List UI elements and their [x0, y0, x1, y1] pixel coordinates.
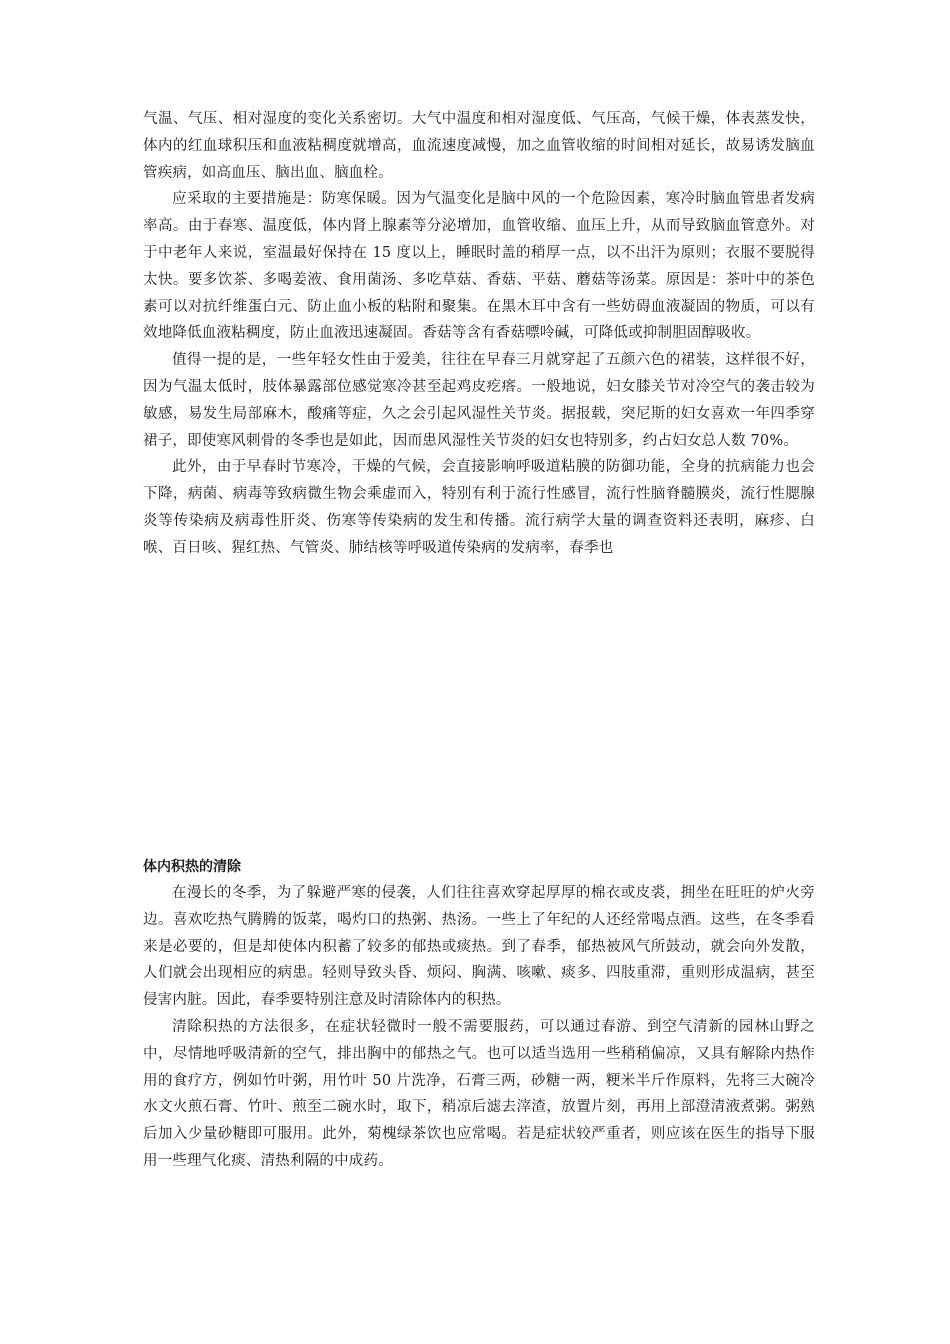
paragraph-women-clothing: 值得一提的是，一些年轻女性由于爱美，往往在早春三月就穿起了五颜六色的裙装，这样很不好，因为气温太低时，肢体暴露部位感觉寒冷甚至起鸡皮疙瘩。一般地说，妇女膝关节对冷空气的袭击较为敏感，易发生局部麻木，酸痛等症，久之会引起风湿性关节炎。据报载，突尼斯的妇女喜欢一年四季穿裙子，即使寒风刺骨的冬季也是如此，因而患风湿性关节炎的妇女也特别多，约占妇女总人数 70%。: [143, 352, 815, 449]
section-circulatory-health: [143, 106, 815, 562]
paragraph-prevention-measures: 应采取的主要措施是：防寒保暖。因为气温变化是脑中风的一个危险因素，寒冷时脑血管患者发病率高。由于春寒、温度低，体内肾上腺素等分泌增加，血管收缩、血压上升，从而导致脑血管意外。对于中老年人来说，室温最好保持在 15 度以上，睡眠时盖的稍厚一点，以不出汗为原则；衣服不要脱得太快。要多饮茶、多喝姜液、食用菌汤、多吃草菇、香菇、平菇、蘑菇等汤菜。原因是：茶叶中的茶色素可以对抗纤维蛋白元、防止血小板的粘附和聚集。在黑木耳中含有一些妨碍血液凝固的物质，可以有效地降低血液粘稠度，防止血液迅速凝固。香菇等含有香菇嘌呤碱，可降低或抑制胆固醇吸收。: [143, 191, 815, 342]
section-clearing-internal-heat: [143, 854, 815, 1175]
paragraph-infectious-diseases: 此外，由于早春时节寒冷，干燥的气候，会直接影响呼吸道粘膜的防御功能，全身的抗病能力也会下降，病菌、病毒等致病微生物会乘虚而入，特别有利于流行性感冒，流行性脑脊髓膜炎，流行性腮腺炎等传染病及病毒性肝炎、伤寒等传染病的发生和传播。流行病学大量的调查资料还表明，麻疹、白喉、百日咳、猩红热、气管炎、肺结核等呼吸道传染病的发病率，春季也: [143, 459, 815, 556]
paragraph-continuation: 气温、气压、相对湿度的变化关系密切。大气中温度和相对湿度低、气压高，气候干燥，体表蒸发快，体内的红血球积压和血液粘稠度就增高，血流速度减慢，加之血管收缩的时间相对延长，故易诱发脑血管疾病，如高血压、脑出血、脑血栓。: [143, 111, 815, 181]
paragraph-heat-clearing-methods: 清除积热的方法很多，在症状轻微时一般不需要服药，可以通过春游、到空气清新的园林山野之中，尽情地呼吸清新的空气，排出胸中的郁热之气。也可以适当选用一些稍稍偏凉，又具有解除内热作用的食疗方，例如竹叶粥，用竹叶 50 片洗净，石膏三两，砂糖一两，粳米半斤作原料，先将三大碗冷水文火煎石膏、竹叶、煎至二碗水时，取下，稍凉后滤去滓渣，放置片刻，再用上部澄清液煮粥。粥熟后加入少量砂糖即可服用。此外，菊槐绿茶饮也应常喝。若是症状较严重者，则应该在医生的指导下服用一些理气化痰、清热利隔的中成药。: [143, 1018, 815, 1169]
section-heading: 体内积热的清除: [143, 859, 241, 875]
paragraph-winter-heat-buildup: 在漫长的冬季，为了躲避严寒的侵袭，人们往往喜欢穿起厚厚的棉衣或皮裘，拥坐在旺旺的炉火旁边。喜欢吃热气腾腾的饭菜，喝灼口的热粥、热汤。一些上了年纪的人还经常喝点酒。这些，在冬季看来是必要的，但是却使体内积蓄了较多的郁热或痰热。到了春季，郁热被风气所鼓动，就会向外发散，人们就会出现相应的病患。轻则导致头昏、烦闷、胸满、咳嗽、痰多、四肢重滞，重则形成温病，甚至侵害内脏。因此，春季要特别注意及时清除体内的积热。: [143, 885, 815, 1009]
